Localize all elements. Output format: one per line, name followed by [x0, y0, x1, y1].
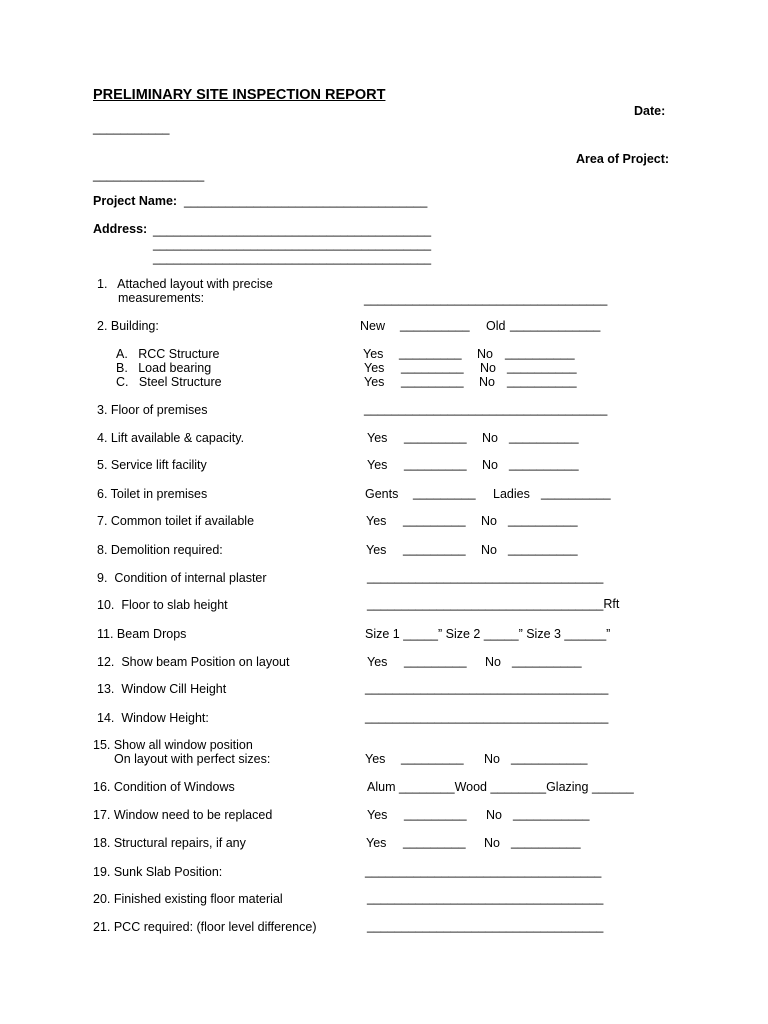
- question-2a: A. RCC Structure: [116, 347, 220, 361]
- question-20: 20. Finished existing floor material: [93, 892, 283, 906]
- old-field[interactable]: _____________: [510, 318, 601, 332]
- option-no: No: [482, 458, 498, 472]
- ladies-field[interactable]: __________: [541, 486, 611, 500]
- option-yes: Yes: [367, 458, 388, 472]
- option-no: No: [482, 431, 498, 445]
- address-field-line-3[interactable]: ________________________________________: [153, 251, 432, 265]
- no-field[interactable]: ___________: [513, 807, 590, 821]
- no-field[interactable]: __________: [509, 430, 579, 444]
- question-2: 2. Building:: [97, 319, 159, 333]
- no-field[interactable]: __________: [509, 457, 579, 471]
- question-10: 10. Floor to slab height: [97, 598, 228, 612]
- yes-field[interactable]: _________: [404, 654, 467, 668]
- option-no: No: [484, 752, 500, 766]
- yes-field[interactable]: _________: [403, 513, 466, 527]
- option-yes: Yes: [366, 836, 387, 850]
- date-label: Date:: [634, 104, 666, 118]
- no-field[interactable]: __________: [512, 654, 582, 668]
- option-yes: Yes: [364, 361, 385, 375]
- option-yes: Yes: [366, 514, 387, 528]
- answer-field-20[interactable]: __________________________________: [367, 891, 604, 905]
- project-name-field[interactable]: ___________________________________: [184, 194, 428, 208]
- answer-field-3[interactable]: ___________________________________: [364, 402, 608, 416]
- project-name-label: Project Name:: [93, 194, 178, 208]
- answer-field-13[interactable]: ___________________________________: [365, 681, 609, 695]
- no-field[interactable]: __________: [508, 513, 578, 527]
- no-field[interactable]: __________: [507, 360, 577, 374]
- question-18: 18. Structural repairs, if any: [93, 836, 246, 850]
- question-2c: C. Steel Structure: [116, 375, 222, 389]
- option-yes: Yes: [363, 347, 384, 361]
- option-no: No: [481, 514, 497, 528]
- option-yes: Yes: [367, 431, 388, 445]
- question-1: 1. Attached layout with precise: [97, 277, 273, 291]
- option-yes: Yes: [367, 655, 388, 669]
- question-4: 4. Lift available & capacity.: [97, 431, 245, 445]
- question-15-continued: On layout with perfect sizes:: [114, 752, 271, 766]
- no-field[interactable]: __________: [505, 346, 575, 360]
- yes-field[interactable]: _________: [401, 360, 464, 374]
- yes-field[interactable]: _________: [404, 807, 467, 821]
- question-21: 21. PCC required: (floor level difference): [93, 920, 317, 934]
- question-13: 13. Window Cill Height: [97, 682, 227, 696]
- option-no: No: [477, 347, 493, 361]
- yes-field[interactable]: _________: [403, 835, 466, 849]
- answer-field-1[interactable]: ___________________________________: [364, 292, 608, 306]
- question-9: 9. Condition of internal plaster: [97, 571, 267, 585]
- question-8: 8. Demolition required:: [97, 543, 223, 557]
- question-15: 15. Show all window position: [93, 738, 253, 752]
- option-ladies: Ladies: [493, 487, 530, 501]
- question-12: 12. Show beam Position on layout: [97, 655, 290, 669]
- option-no: No: [480, 361, 496, 375]
- option-no: No: [485, 655, 501, 669]
- option-old: Old: [486, 319, 506, 333]
- area-of-project-field[interactable]: ________________: [93, 168, 205, 182]
- address-label: Address:: [93, 222, 148, 236]
- question-19: 19. Sunk Slab Position:: [93, 865, 223, 879]
- address-field-line-1[interactable]: ________________________________________: [153, 223, 432, 237]
- option-yes: Yes: [365, 752, 386, 766]
- area-of-project-label: Area of Project:: [576, 152, 670, 166]
- answer-field-9[interactable]: __________________________________: [367, 570, 604, 584]
- question-14: 14. Window Height:: [97, 711, 209, 725]
- question-16: 16. Condition of Windows: [93, 780, 235, 794]
- option-yes: Yes: [366, 543, 387, 557]
- no-field[interactable]: __________: [507, 374, 577, 388]
- no-field[interactable]: __________: [511, 835, 581, 849]
- beam-drop-sizes-field[interactable]: Size 1 _____” Size 2 _____” Size 3 ______”: [365, 627, 611, 641]
- question-2b: B. Load bearing: [116, 361, 212, 375]
- answer-field-10[interactable]: __________________________________Rft: [367, 597, 620, 611]
- yes-field[interactable]: _________: [399, 346, 462, 360]
- option-no: No: [479, 375, 495, 389]
- answer-field-19[interactable]: __________________________________: [365, 864, 602, 878]
- question-11: 11. Beam Drops: [97, 627, 187, 641]
- yes-field[interactable]: _________: [403, 542, 466, 556]
- question-6: 6. Toilet in premises: [97, 487, 208, 501]
- option-no: No: [481, 543, 497, 557]
- window-condition-field[interactable]: Alum ________Wood ________Glazing ______: [367, 780, 634, 794]
- yes-field[interactable]: _________: [404, 457, 467, 471]
- page-title: PRELIMINARY SITE INSPECTION REPORT: [93, 87, 386, 103]
- no-field[interactable]: ___________: [511, 751, 588, 765]
- date-field[interactable]: ___________: [93, 121, 170, 135]
- option-yes: Yes: [367, 808, 388, 822]
- answer-field-14[interactable]: ___________________________________: [365, 710, 609, 724]
- no-field[interactable]: __________: [508, 542, 578, 556]
- yes-field[interactable]: _________: [401, 374, 464, 388]
- option-gents: Gents: [365, 487, 399, 501]
- question-17: 17. Window need to be replaced: [93, 808, 273, 822]
- answer-field-21[interactable]: __________________________________: [367, 919, 604, 933]
- gents-field[interactable]: _________: [413, 486, 476, 500]
- option-no: No: [484, 836, 500, 850]
- question-7: 7. Common toilet if available: [97, 514, 255, 528]
- new-field[interactable]: __________: [400, 318, 470, 332]
- question-1-continued: measurements:: [118, 291, 205, 305]
- yes-field[interactable]: _________: [404, 430, 467, 444]
- question-5: 5. Service lift facility: [97, 458, 207, 472]
- address-field-line-2[interactable]: ________________________________________: [153, 237, 432, 251]
- option-no: No: [486, 808, 502, 822]
- option-new: New: [360, 319, 386, 333]
- option-yes: Yes: [364, 375, 385, 389]
- question-3: 3. Floor of premises: [97, 403, 208, 417]
- yes-field[interactable]: _________: [401, 751, 464, 765]
